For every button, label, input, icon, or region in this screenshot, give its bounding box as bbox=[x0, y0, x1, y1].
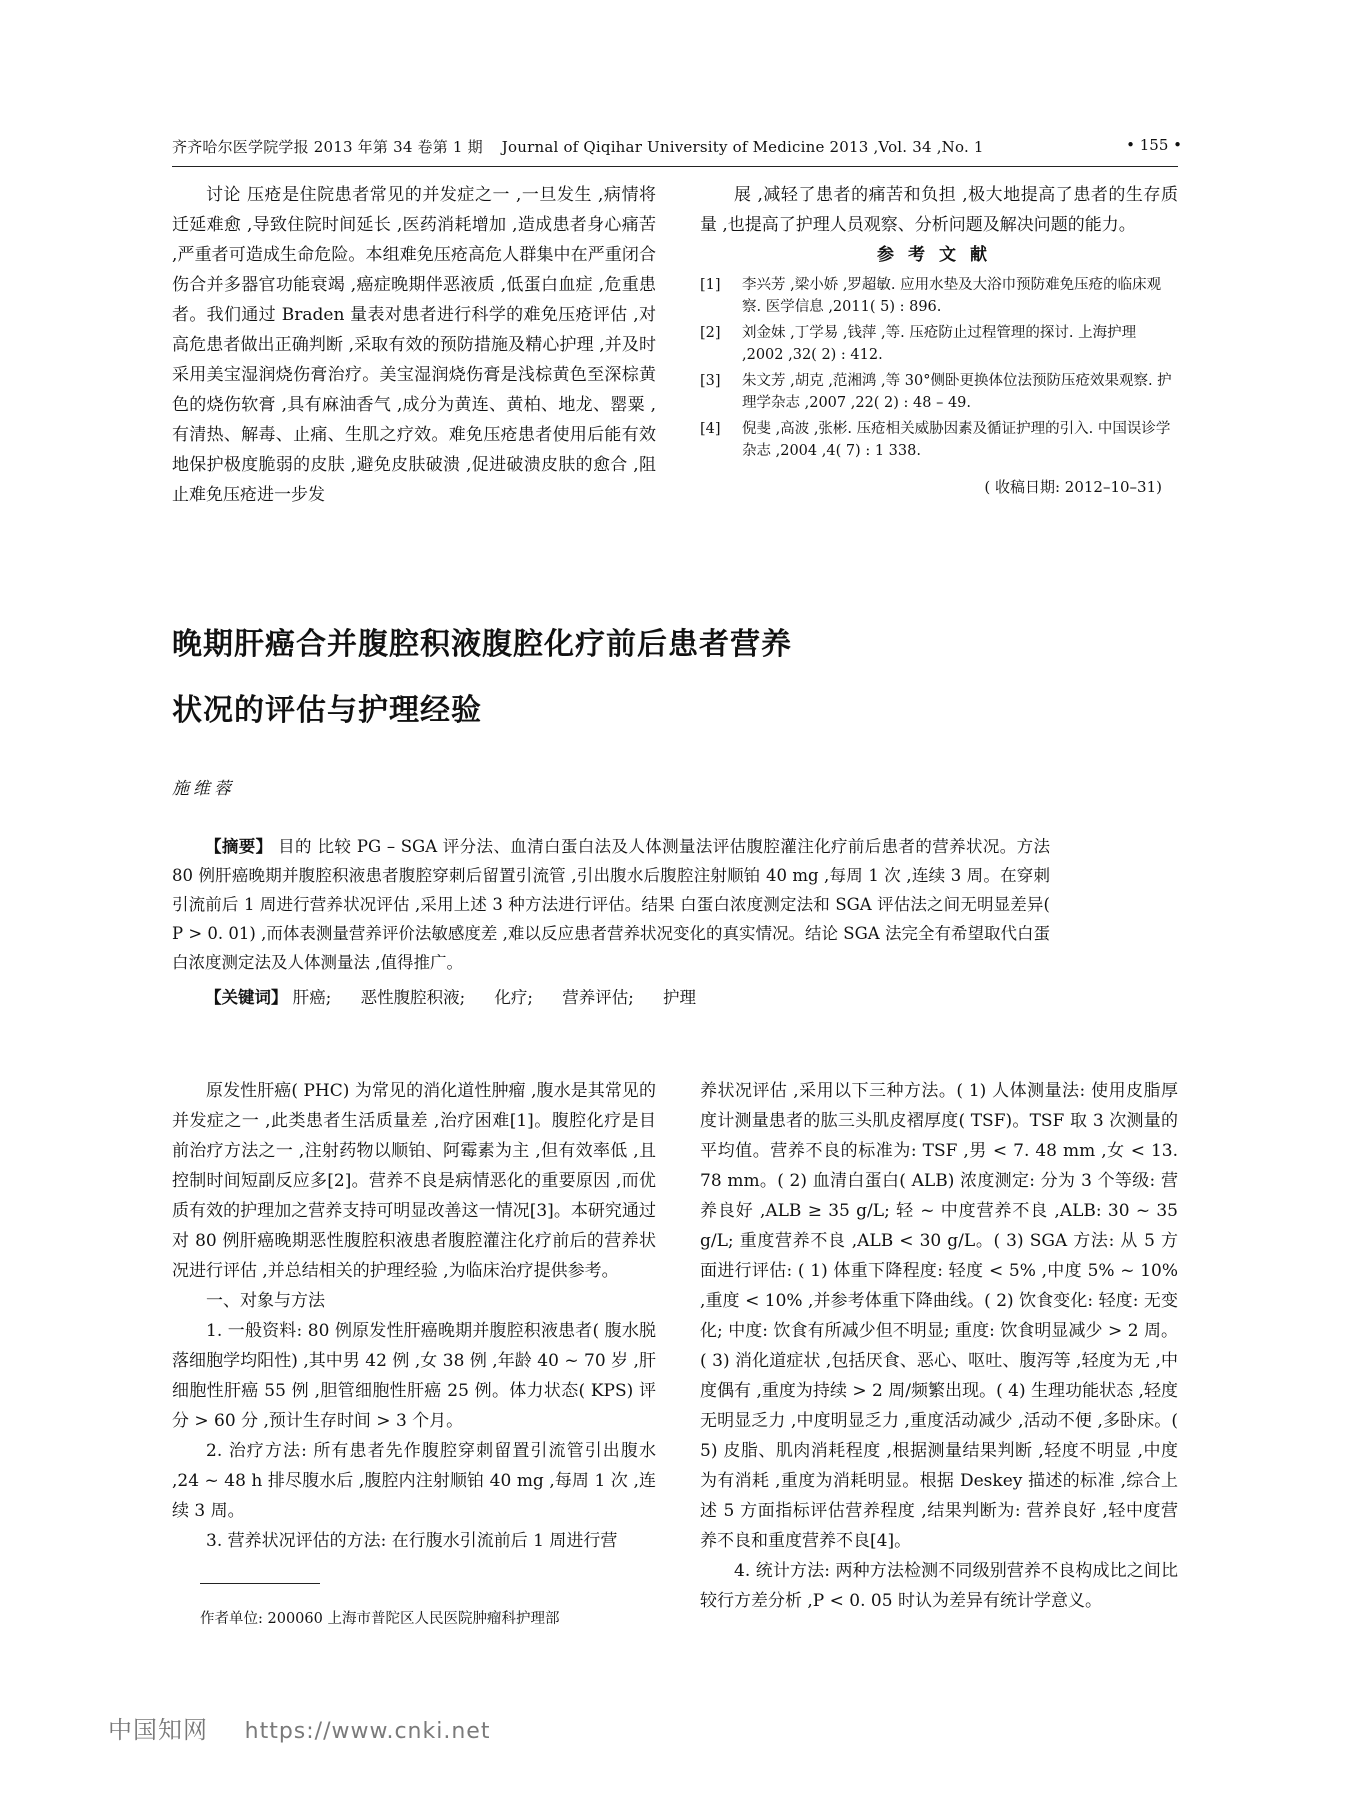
running-header bbox=[172, 136, 984, 157]
assessment-method-paragraph: 3. 营养状况评估的方法: 在行腹水引流前后 1 周进行营 bbox=[206, 1531, 618, 1551]
reference-list bbox=[700, 274, 1178, 462]
article-title bbox=[172, 612, 792, 744]
journal-name-cn: 齐齐哈尔医学院学报 2013 年第 34 卷第 1 期 bbox=[172, 138, 483, 156]
reference-item bbox=[700, 322, 1178, 366]
keywords-label: 【关键词】 bbox=[205, 988, 288, 1007]
reference-item bbox=[700, 418, 1178, 462]
reference-number: [2] bbox=[700, 325, 721, 341]
reference-number: [4] bbox=[700, 421, 721, 437]
introduction-paragraph: 原发性肝癌( PHC) 为常见的消化道性肿瘤 ,腹水是其常见的并发症之一 ,此类患者生活质量差 ,治疗困难[1]。腹腔化疗是目前治疗方法之一 ,注射药物以顺铂、阿霉素为主 ,但有效率低 ,且控制时间短副反应多[2]。营养不良是病情恶化的重要原因 ,而优质有效的护理加之营养支持可明显改善这一情况[3]。本研究通过对 80 例肝癌晚期恶性腹腔积液患者腹腔灌注化疗前后的营养状况进行评估 ,并总结相关的护理经验 ,为临床治疗提供参考。 bbox=[172, 1081, 656, 1281]
body-left-column bbox=[172, 1076, 656, 1556]
received-date: ( 收稿日期: 2012–10–31) bbox=[984, 478, 1162, 496]
discussion-conclusion: 展 ,减轻了患者的痛苦和负担 ,极大地提高了患者的生存质量 ,也提高了护理人员观察、分析问题及解决问题的能力。 bbox=[700, 185, 1178, 235]
footnote-divider bbox=[200, 1583, 320, 1584]
keyword: 营养评估; bbox=[562, 988, 634, 1007]
cnki-watermark bbox=[108, 1710, 490, 1745]
reference-text: 李兴芳 ,梁小娇 ,罗超敏. 应用水垫及大浴巾预防难免压疮的临床观察. 医学信息 ,2011( 5) : 896. bbox=[742, 277, 1162, 315]
keyword: 化疗; bbox=[494, 988, 533, 1007]
article-title-line-1: 晚期肝癌合并腹腔积液腹腔化疗前后患者营养 bbox=[172, 627, 792, 662]
author-affiliation-footnote: 作者单位: 200060 上海市普陀区人民医院肿瘤科护理部 bbox=[200, 1611, 560, 1627]
treatment-method-paragraph: 2. 治疗方法: 所有患者先作腹腔穿刺留置引流管引出腹水 ,24 ~ 48 h 排尽腹水后 ,腹腔内注射顺铂 40 mg ,每周 1 次 ,连续 3 周。 bbox=[172, 1441, 656, 1521]
article-title-line-2: 状况的评估与护理经验 bbox=[172, 693, 482, 728]
reference-text: 倪斐 ,高波 ,张彬. 压疮相关威胁因素及循证护理的引入. 中国误诊学杂志 ,2004 ,4( 7) : 1 338. bbox=[742, 421, 1171, 459]
abstract-text: 目的 比较 PG – SGA 评分法、血清白蛋白法及人体测量法评估腹腔灌注化疗前后患者的营养状况。方法 80 例肝癌晚期并腹腔积液患者腹腔穿刺后留置引流管 ,引出腹水后腹腔注射顺铂 40 mg ,每周 1 次 ,连续 3 周。在穿刺引流前后 1 周进行营养状况评估 ,采用上述 3 种方法进行评估。结果 白蛋白浓度测定法和 SGA 评估法之间无明显差异( P > 0. 01) ,而体表测量营养评价法敏感度差 ,难以反应患者营养状况变化的真实情况。结论 SGA 法完全有希望取代白蛋白浓度测定法及人体测量法 ,值得推广。 bbox=[172, 837, 1051, 972]
abstract-block bbox=[172, 832, 1050, 1012]
abstract-paragraph bbox=[172, 832, 1050, 977]
keyword: 肝癌; bbox=[292, 988, 332, 1007]
general-data-paragraph: 1. 一般资料: 80 例原发性肝癌晚期并腹腔积液患者( 腹水脱落细胞学均阳性) ,其中男 42 例 ,女 38 例 ,年龄 40 ~ 70 岁 ,肝细胞性肝癌 55 例 ,胆管细胞性肝癌 25 例。体力状态( KPS) 评分 > 60 分 ,预计生存时间 > 3 个月。 bbox=[172, 1321, 656, 1431]
reference-item bbox=[700, 370, 1178, 414]
author-name: 施维蓉 bbox=[172, 779, 235, 799]
keywords-line bbox=[172, 983, 1050, 1012]
reference-text: 朱文芳 ,胡克 ,范湘鸿 ,等 30°侧卧更换体位法预防压疮效果观察. 护理学杂志 ,2007 ,22( 2) : 48 – 49. bbox=[742, 373, 1172, 411]
reference-number: [3] bbox=[700, 373, 721, 389]
previous-article-right-column bbox=[700, 180, 1178, 497]
assessment-details-paragraph: 养状况评估 ,采用以下三种方法。( 1) 人体测量法: 使用皮脂厚度计测量患者的肱三头肌皮褶厚度( TSF)。TSF 取 3 次测量的平均值。营养不良的标准为: TSF ,男 < 7. 48 mm ,女 < 13. 78 mm。( 2) 血清白蛋白( ALB) 浓度测定: 分为 3 个等级: 营养良好 ,ALB ≥ 35 g/L; 轻 ~ 中度营养不良 ,ALB: 30 ~ 35 g/L; 重度营养不良 ,ALB < 30 g/L。( 3) SGA 方法: 从 5 方面进行评估: ( 1) 体重下降程度: 轻度 < 5% ,中度 5% ~ 10% ,重度 < 10% ,并参考体重下降曲线。( 2) 饮食变化: 轻度: 无变化; 中度: 饮食有所减少但不明显; 重度: 饮食明显减少 > 2 周。( 3) 消化道症状 ,包括厌食、恶心、呕吐、腹泻等 ,轻度为无 ,中度偶有 ,重度为持续 > 2 周/频繁出现。( 4) 生理功能状态 ,轻度无明显乏力 ,中度明显乏力 ,重度活动减少 ,活动不便 ,多卧床。( 5) 皮脂、肌肉消耗程度 ,根据测量结果判断 ,轻度不明显 ,中度为有消耗 ,重度为消耗明显。根据 Deskey 描述的标准 ,综合上述 5 方面指标评估营养程度 ,结果判断为: 营养良好 ,轻中度营养不良和重度营养不良[4]。 bbox=[700, 1081, 1178, 1551]
reference-text: 刘金妹 ,丁学易 ,钱萍 ,等. 压疮防止过程管理的探讨. 上海护理 ,2002 ,32( 2) : 412. bbox=[742, 325, 1137, 363]
keyword: 护理 bbox=[663, 988, 696, 1007]
section-heading-methods: 一、对象与方法 bbox=[206, 1291, 325, 1311]
references-heading: 参考文献 bbox=[877, 245, 1001, 265]
journal-name-en: Journal of Qiqihar University of Medicine 2013 ,Vol. 34 ,No. 1 bbox=[501, 138, 984, 156]
abstract-label: 【摘要】 bbox=[205, 837, 273, 856]
body-right-column bbox=[700, 1076, 1178, 1616]
header-divider bbox=[172, 166, 1178, 167]
statistics-paragraph: 4. 统计方法: 两种方法检测不同级别营养不良构成比之间比较行方差分析 ,P < 0. 05 时认为差异有统计学意义。 bbox=[700, 1561, 1178, 1611]
previous-article-discussion bbox=[172, 180, 656, 510]
reference-item bbox=[700, 274, 1178, 318]
page-number: • 155 • bbox=[1126, 136, 1182, 154]
reference-number: [1] bbox=[700, 277, 721, 293]
watermark-url: https://www.cnki.net bbox=[244, 1719, 491, 1744]
watermark-brand: 中国知网 bbox=[108, 1716, 208, 1744]
keyword: 恶性腹腔积液; bbox=[360, 988, 466, 1007]
discussion-paragraph: 讨论 压疮是住院患者常见的并发症之一 ,一旦发生 ,病情将迁延难愈 ,导致住院时间延长 ,医药消耗增加 ,造成患者身心痛苦 ,严重者可造成生命危险。本组难免压疮高危人群集中在严重闭合伤合并多器官功能衰竭 ,癌症晚期伴恶液质 ,低蛋白血症 ,危重患者。我们通过 Braden 量表对患者进行科学的难免压疮评估 ,对高危患者做出正确判断 ,采取有效的预防措施及精心护理 ,并及时采用美宝湿润烧伤膏治疗。美宝湿润烧伤膏是浅棕黄色至深棕黄色的烧伤软膏 ,具有麻油香气 ,成分为黄连、黄柏、地龙、罂粟 ,有清热、解毒、止痛、生肌之疗效。难免压疮患者使用后能有效地保护极度脆弱的皮肤 ,避免皮肤破溃 ,促进破溃皮肤的愈合 ,阻止难免压疮进一步发 bbox=[172, 185, 656, 505]
